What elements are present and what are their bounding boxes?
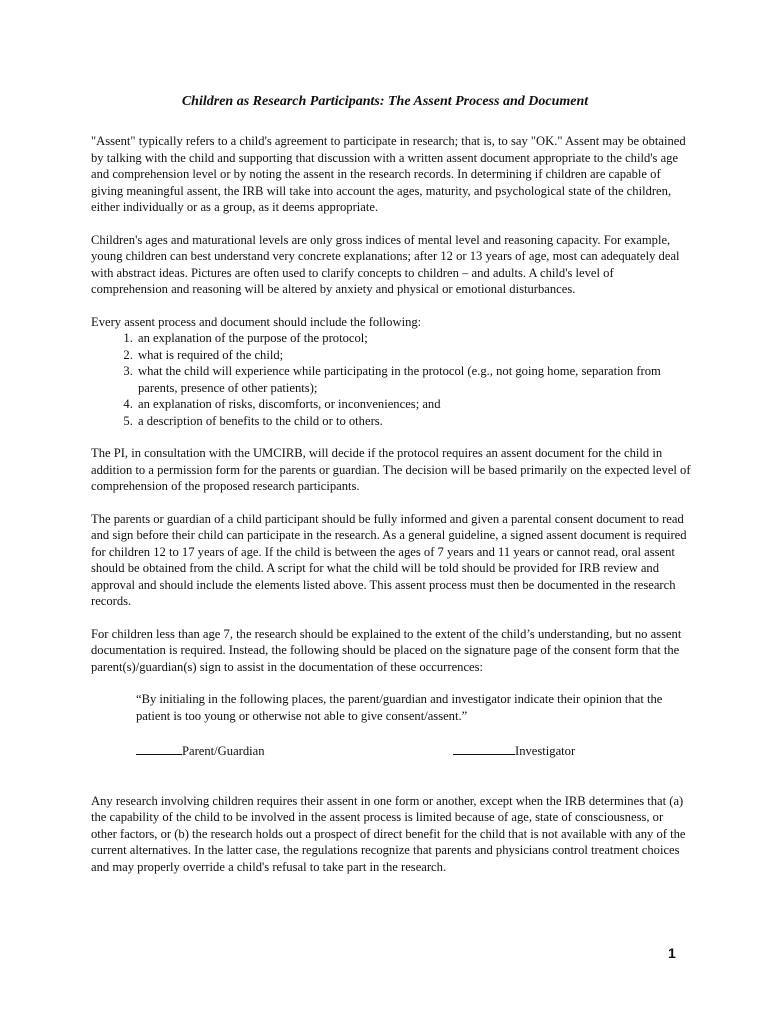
investigator-signature <box>453 741 575 760</box>
assent-requirements-list <box>91 330 691 429</box>
paragraph-assent-definition: "Assent" typically refers to a child's agreement to participate in research; that is, to say "OK." Assent may be obtained by talking with the child and supporting that discussion with a written assent document appropriate to the child's age and comprehension level or by noting the assent in the research records. In determining if children are capable of giving meaningful assent, the IRB will take into account the ages, maturity, and psychological state of the children, either individually or as a group, as it deems appropriate. <box>91 134 686 214</box>
list-item: 4. an explanation of risks, discomforts, or inconveniences; and <box>136 396 691 413</box>
page-number: 1 <box>668 945 676 961</box>
paragraph-research-involving-children: Any research involving children requires their assent in one form or another, except when the IRB determines that (a) the capability of the child to be involved in the assent process is limited because of age, state of consciousness, or other factors, or (b) the research holds out a prospect of direct benefit for the child that is not available with any of the current alternatives. In the latter case, the regulations recognize that parents and physicians control treatment choices and may properly override a child's refusal to take part in the research. <box>91 793 686 874</box>
investigator-label: Investigator <box>515 744 576 758</box>
parent-guardian-label: Parent/Guardian <box>182 744 265 758</box>
document-body <box>91 133 691 875</box>
paragraph-list-intro: Every assent process and document should include the following: <box>91 314 422 329</box>
paragraph-parental-consent: The parents or guardian of a child participant should be fully informed and given a parental consent document to read and sign before their child can participate in the research. As a general guideline, a signed assent document is required for children 12 to 17 years of age. If the child is between the ages of 7 years and 11 years or cannot read, oral assent should be obtained from the child. A script for what the child will be told should be provided for IRB review and approval and should include the elements listed above. This assent process must then be documented in the research records. <box>91 511 687 608</box>
signature-line <box>136 741 691 760</box>
paragraph-under-seven: For children less than age 7, the research should be explained to the extent of the child’s understanding, but no assent documentation is required. Instead, the following should be placed on the signature page of the consent form that the parent(s)/guardian(s) sign to assist in the documentation of these occurrences: <box>91 626 682 674</box>
list-item: 5. a description of benefits to the child or to others. <box>136 413 691 430</box>
list-item: 1. an explanation of the purpose of the protocol; <box>136 330 691 347</box>
paragraph-pi-decision: The PI, in consultation with the UMCIRB, will decide if the protocol requires an assent document for the child in addition to a permission form for the parents or guardian. The decision will be based primarily on the expected level of comprehension of the proposed research participants. <box>91 446 691 493</box>
list-item: 2. what is required of the child; <box>136 347 691 364</box>
parent-initial-blank <box>136 741 182 755</box>
page-title: Children as Research Participants: The Assent Process and Document <box>181 94 589 109</box>
list-item: 3. what the child will experience while participating in the protocol (e.g., not going home, separation from parents, presence of other patients); <box>136 363 691 396</box>
initialing-quote: “By initialing in the following places, the parent/guardian and investigator indicate their opinion that the patient is too young or otherwise not able to give consent/assent.” <box>136 692 663 723</box>
paragraph-ages-maturation: Children's ages and maturational levels are only gross indices of mental level and reasoning capacity. For example, young children can best understand very concrete explanations; after 12 or 13 years of age, most can adequately deal with abstract ideas. Pictures are often used to clarify concepts to children – and adults. A child's level of comprehension and reasoning will be altered by anxiety and physical or emotional disturbances. <box>91 232 680 296</box>
investigator-initial-blank <box>453 741 515 755</box>
parent-signature <box>136 741 453 760</box>
